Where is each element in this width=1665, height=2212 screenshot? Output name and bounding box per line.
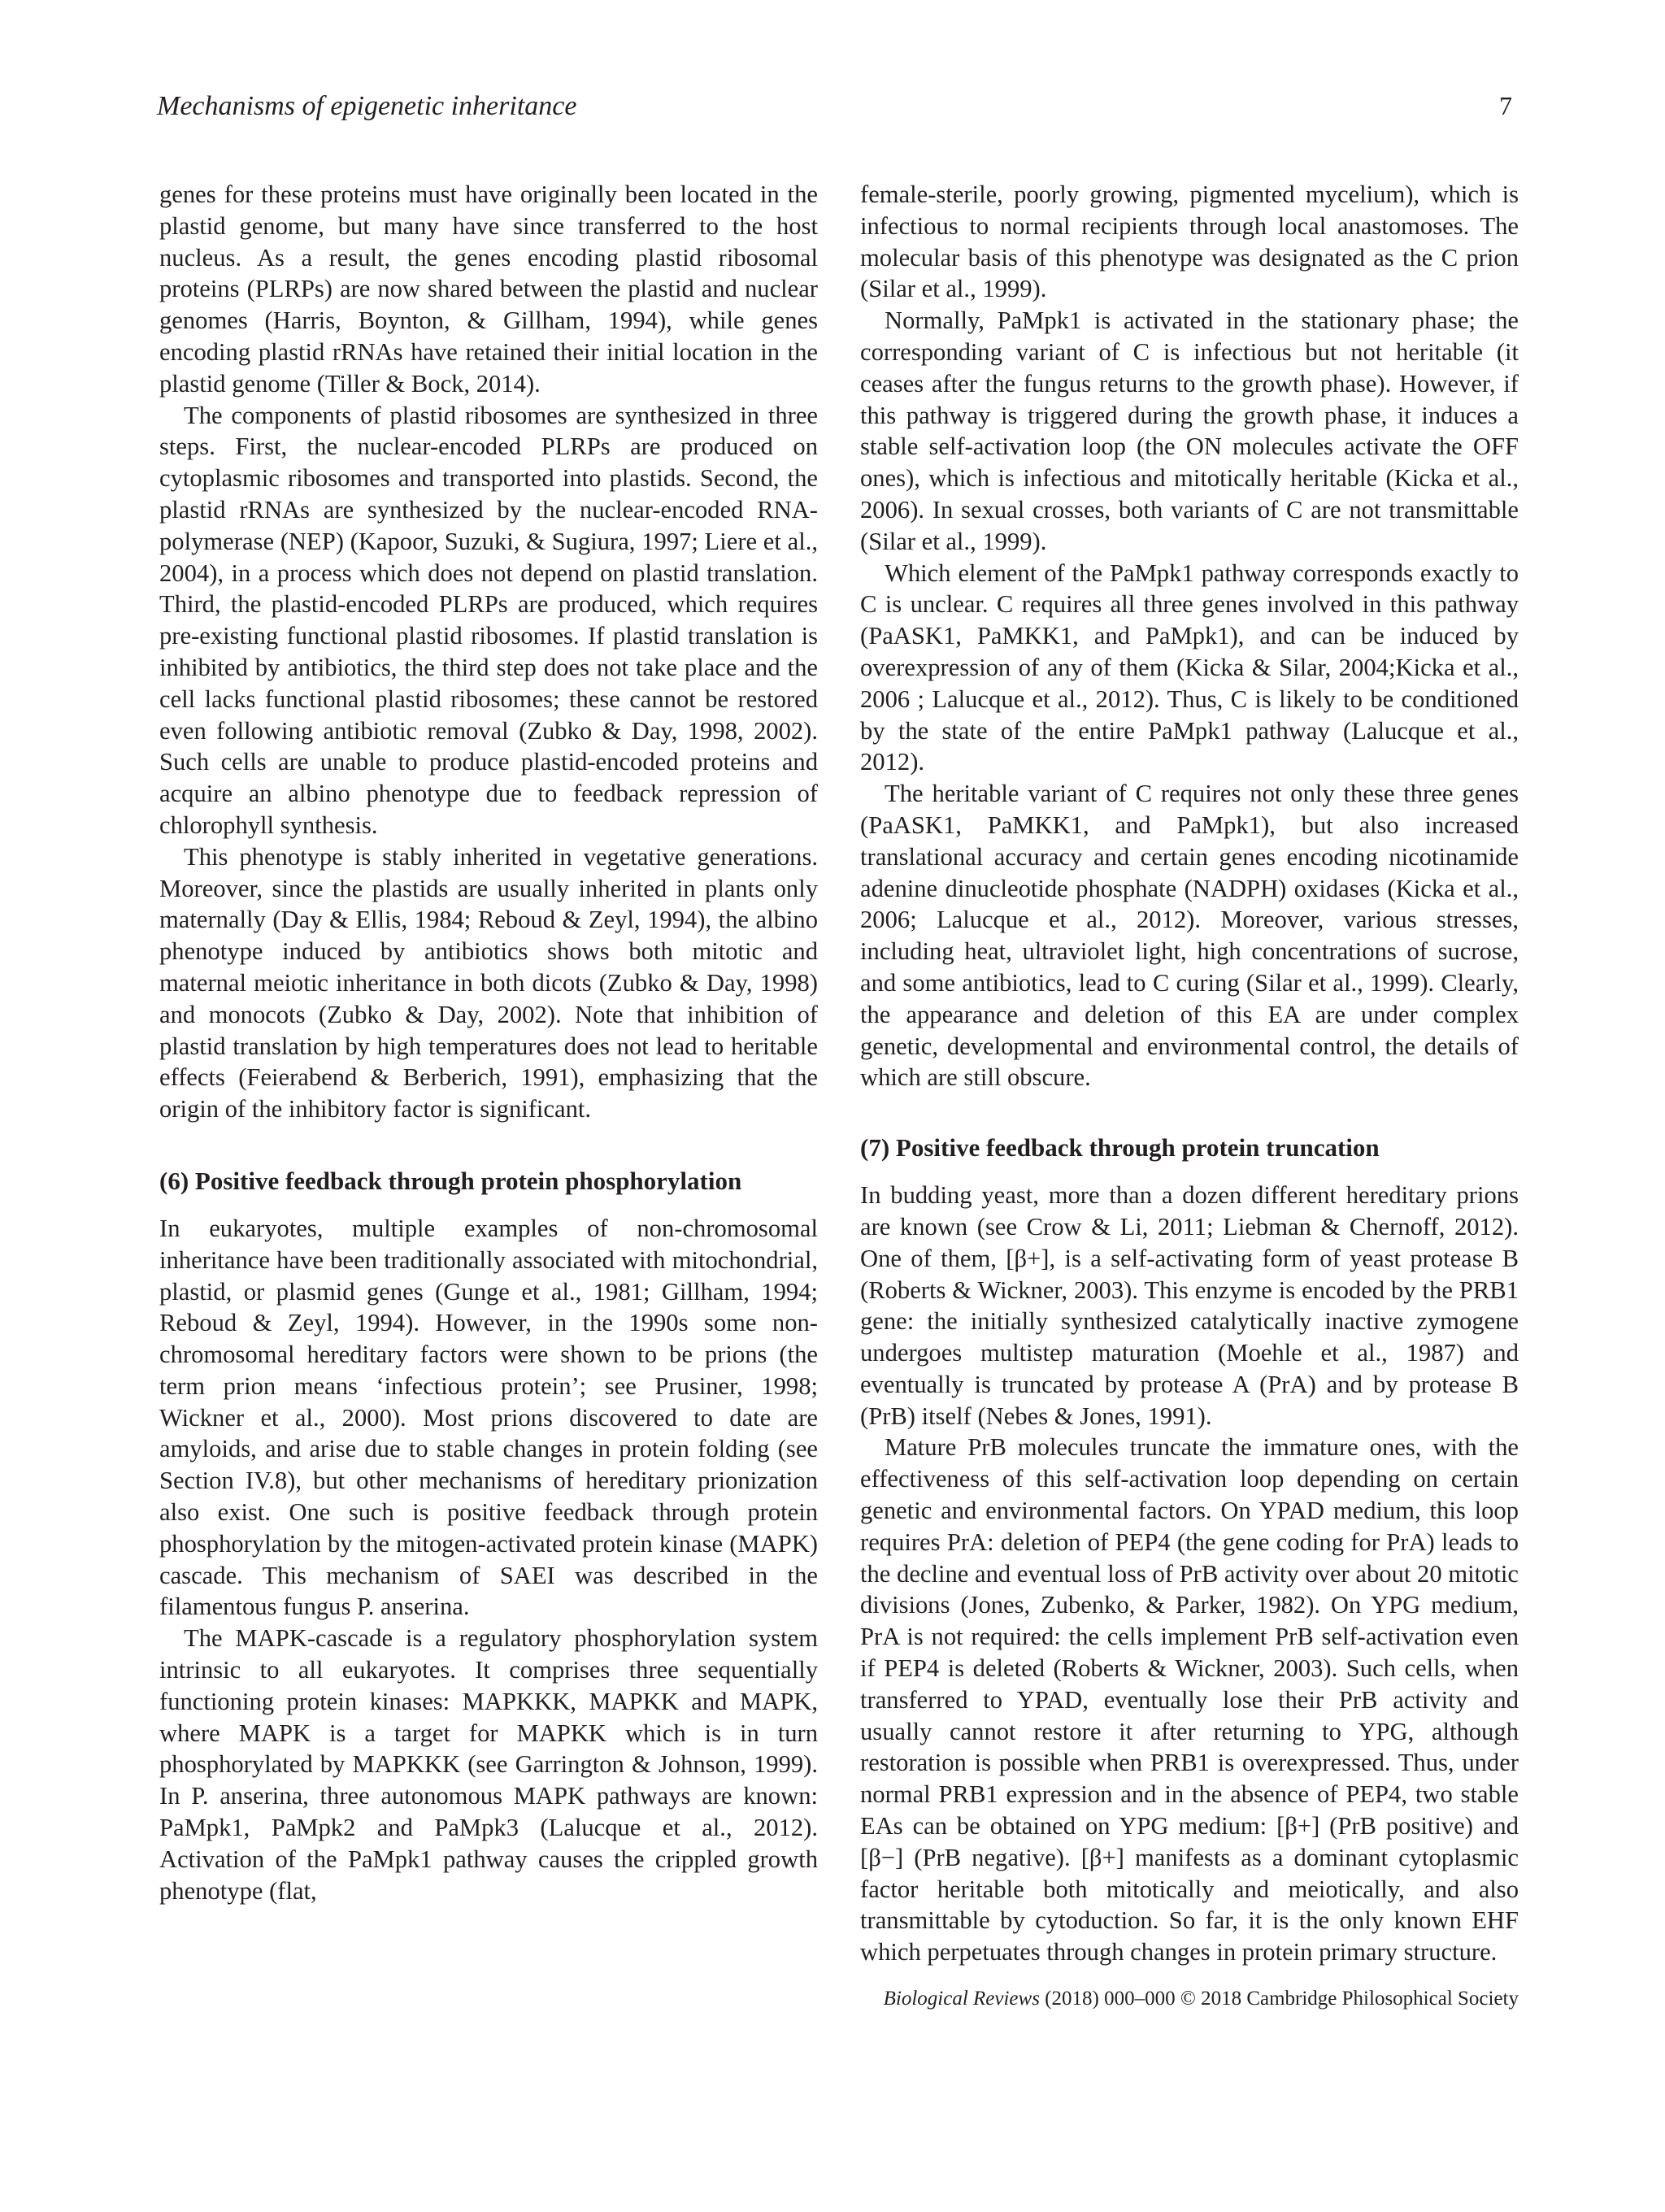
journal-name: Biological Reviews <box>883 1988 1040 2010</box>
paragraph: The components of plastid ribosomes are synthesized in three steps. First, the nuclear-encoded PLRPs are produced on cytoplasmic ribosomes and transported into plastids. Second, the plastid rRNAs are synthesized by the nuclear-encoded RNA-polymerase (NEP) (Kapoor, Suzuki, & Sugiura, 1997; Liere et al., 2004), in a process which does not depend on plastid translation. Third, the plastid-encoded PLRPs are produced, which requires pre-existing functional plastid ribosomes. If plastid translation is inhibited by antibiotics, the third step does not take place and the cell lacks functional plastid ribosomes; these cannot be restored even following antibiotic removal (Zubko & Day, 1998, 2002). Such cells are unable to produce plastid-encoded proteins and acquire an albino phenotype due to feedback repression of chlorophyll synthesis. <box>159 401 818 839</box>
paragraph: The heritable variant of C requires not only these three genes (PaASK1, PaMKK1, and PaMpk1), but also increased translational accuracy and certain genes encoding nicotinamide adenine dinucleotide phosphate (NADPH) oxidases (Kicka et al., 2006; Lalucque et al., 2012). Moreover, various stresses, including heat, ultraviolet light, high concentrations of sucrose, and some antibiotics, lead to C curing (Silar et al., 1999). Clearly, the appearance and deletion of this EA are under complex genetic, developmental and environmental control, the details of which are still obscure. <box>860 780 1519 1092</box>
paragraph: genes for these proteins must have originally been located in the plastid genome, but many have since transferred to the host nucleus. As a result, the genes encoding plastid ribosomal proteins (PLRPs) are now shared between the plastid and nuclear genomes (Harris, Boynton, & Gillham, 1994), while genes encoding plastid rRNAs have retained their initial location in the plastid genome (Tiller & Bock, 2014). <box>159 180 818 398</box>
running-title: Mechanisms of epigenetic inheritance <box>157 91 577 121</box>
footer-copyright: (2018) 000–000 © 2018 Cambridge Philosophical Society <box>1039 1988 1519 2010</box>
paragraph: This phenotype is stably inherited in vegetative generations. Moreover, since the plastids are usually inherited in plants only maternally (Day & Ellis, 1984; Reboud & Zeyl, 1994), the albino phenotype induced by antibiotics shows both mitotic and maternal meiotic inheritance in both dicots (Zubko & Day, 1998) and monocots (Zubko & Day, 2002). Note that inhibition of plastid translation by high temperatures does not lead to heritable effects (Feierabend & Berberich, 1991), emphasizing that the origin of the inhibitory factor is significant. <box>159 842 818 1123</box>
paragraph: Mature PrB molecules truncate the immature ones, with the effectiveness of this self-activation loop depending on certain genetic and environmental factors. On YPAD medium, this loop requires PrA: deletion of PEP4 (the gene coding for PrA) leads to the decline and eventual loss of PrB activity over about 20 mitotic divisions (Jones, Zubenko, & Parker, 1982). On YPG medium, PrA is not required: the cells implement PrB self-activation even if PEP4 is deleted (Roberts & Wickner, 2003). Such cells, when transferred to YPAD, eventually lose their PrB activity and usually cannot restore it after returning to YPG, although restoration is possible when PRB1 is overexpressed. Thus, under normal PRB1 expression and in the absence of PEP4, two stable EAs can be obtained on YPG medium: [β+] (PrB positive) and [β−] (PrB negative). [β+] manifests as a dominant cytoplasmic factor heritable both mitotically and meiotically, and also transmittable by cytoduction. So far, it is the only known EHF which perpetuates through changes in protein primary structure. <box>860 1433 1519 1966</box>
section-heading-6: (6) Positive feedback through protein phosphorylation <box>159 1166 742 1195</box>
paragraph: In budding yeast, more than a dozen different hereditary prions are known (see Crow & Li, 2011; Liebman & Chernoff, 2012). One of them, [β+], is a self-activating form of yeast protease B (Roberts & Wickner, 2003). This enzyme is encoded by the PRB1 gene: the initially synthesized catalytically inactive zymogene undergoes multistep maturation (Moehle et al., 1987) and eventually is truncated by protease A (PrA) and by protease B (PrB) itself (Nebes & Jones, 1991). <box>860 1181 1519 1430</box>
left-column <box>159 179 818 1906</box>
page-number: 7 <box>1499 91 1512 120</box>
paragraph: Which element of the PaMpk1 pathway corresponds exactly to C is unclear. C requires all three genes involved in this pathway (PaASK1, PaMKK1, and PaMpk1), and can be induced by overexpression of any of them (Kicka & Silar, 2004;Kicka et al., 2006 ; Lalucque et al., 2012). Thus, C is likely to be conditioned by the state of the entire PaMpk1 pathway (Lalucque et al., 2012). <box>860 558 1519 776</box>
paragraph: Normally, PaMpk1 is activated in the stationary phase; the corresponding variant of C is infectious but not heritable (it ceases after the fungus returns to the growth phase). However, if this pathway is triggered during the growth phase, it induces a stable self-activation loop (the ON molecules activate the OFF ones), which is infectious and mitotically heritable (Kicka et al., 2006). In sexual crosses, both variants of C are not transmittable (Silar et al., 1999). <box>860 306 1519 555</box>
paragraph: In eukaryotes, multiple examples of non-chromosomal inheritance have been traditionally associated with mitochondrial, plastid, or plasmid genes (Gunge et al., 1981; Gillham, 1994; Reboud & Zeyl, 1994). However, in the 1990s some non-chromosomal hereditary factors were shown to be prions (the term prion means ‘infectious protein’; see Prusiner, 1998; Wickner et al., 2000). Most prions discovered to date are amyloids, and arise due to stable changes in protein folding (see Section IV.8), but other mechanisms of hereditary prionization also exist. One such is positive feedback through protein phosphorylation by the mitogen-activated protein kinase (MAPK) cascade. This mechanism of SAEI was described in the filamentous fungus P. anserina. <box>159 1214 818 1621</box>
page-footer <box>884 1988 1519 2010</box>
section-heading-7: (7) Positive feedback through protein truncation <box>860 1133 1380 1162</box>
paragraph: The MAPK-cascade is a regulatory phosphorylation system intrinsic to all eukaryotes. It comprises three sequentially functioning protein kinases: MAPKKK, MAPKK and MAPK, where MAPK is a target for MAPKK which is in turn phosphorylated by MAPKKK (see Garrington & Johnson, 1999). In P. anserina, three autonomous MAPK pathways are known: PaMpk1, PaMpk2 and PaMpk3 (Lalucque et al., 2012). Activation of the PaMpk1 pathway causes the crippled growth phenotype (flat, <box>159 1624 818 1905</box>
right-column <box>860 179 1519 1968</box>
paragraph: female-sterile, poorly growing, pigmented mycelium), which is infectious to normal recipients through local anastomoses. The molecular basis of this phenotype was designated as the C prion (Silar et al., 1999). <box>860 180 1519 303</box>
